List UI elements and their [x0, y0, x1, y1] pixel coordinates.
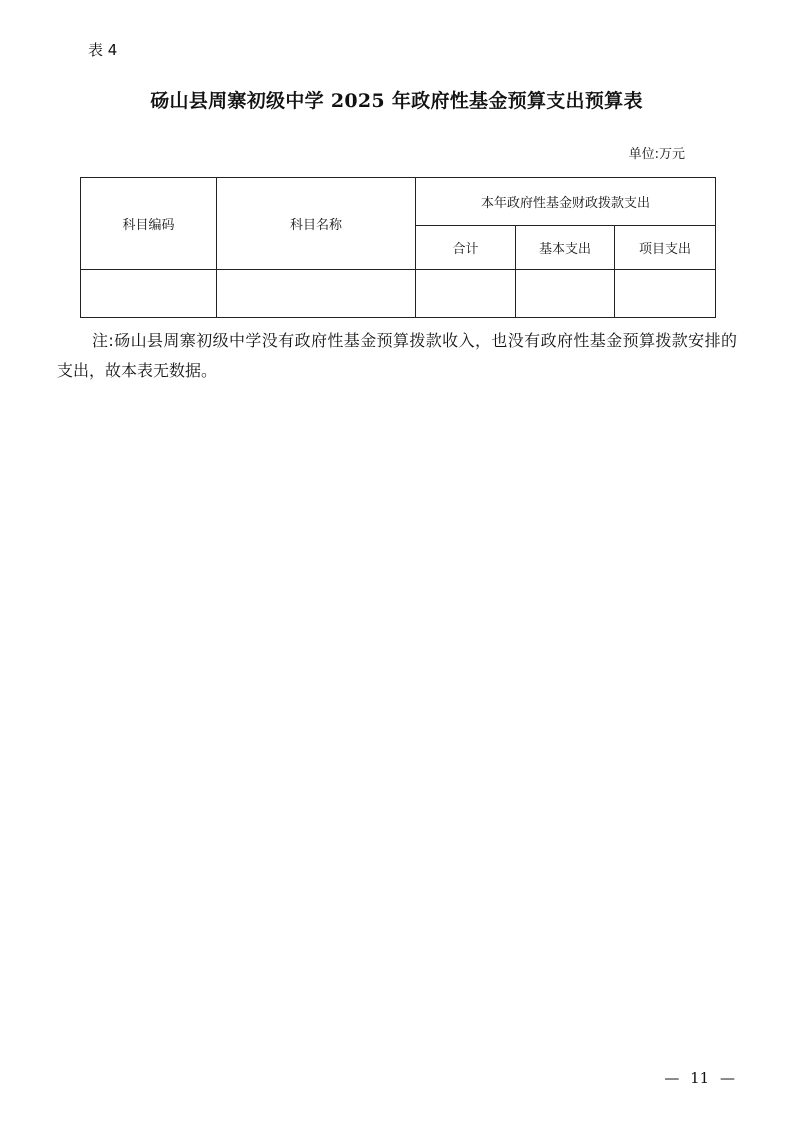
- header-subject-name: 科目名称: [217, 178, 416, 270]
- table-note: 注:砀山县周寨初级中学没有政府性基金预算拨款收入，也没有政府性基金预算拨款安排的支出，故本表无数据。: [57, 331, 737, 380]
- table-cell-basic: [516, 270, 615, 318]
- table-row: [81, 270, 716, 318]
- header-subject-code: 科目编码: [81, 178, 217, 270]
- table-cell-code: [81, 270, 217, 318]
- table-cell-project: [615, 270, 716, 318]
- page-number: — 11 —: [664, 1069, 735, 1087]
- page-title: 砀山县周寨初级中学 2025 年政府性基金预算支出预算表: [150, 90, 643, 112]
- budget-table: [80, 177, 716, 318]
- table-header-row: [81, 178, 716, 226]
- header-basic-expenditure: 基本支出: [516, 226, 615, 270]
- table-number-label: 表 4: [88, 41, 118, 59]
- header-fund-expenditure-group: 本年政府性基金财政拨款支出: [416, 178, 716, 226]
- header-total: 合计: [416, 226, 516, 270]
- table-cell-total: [416, 270, 516, 318]
- unit-label: 单位:万元: [628, 147, 685, 162]
- header-project-expenditure: 项目支出: [615, 226, 716, 270]
- table-cell-name: [217, 270, 416, 318]
